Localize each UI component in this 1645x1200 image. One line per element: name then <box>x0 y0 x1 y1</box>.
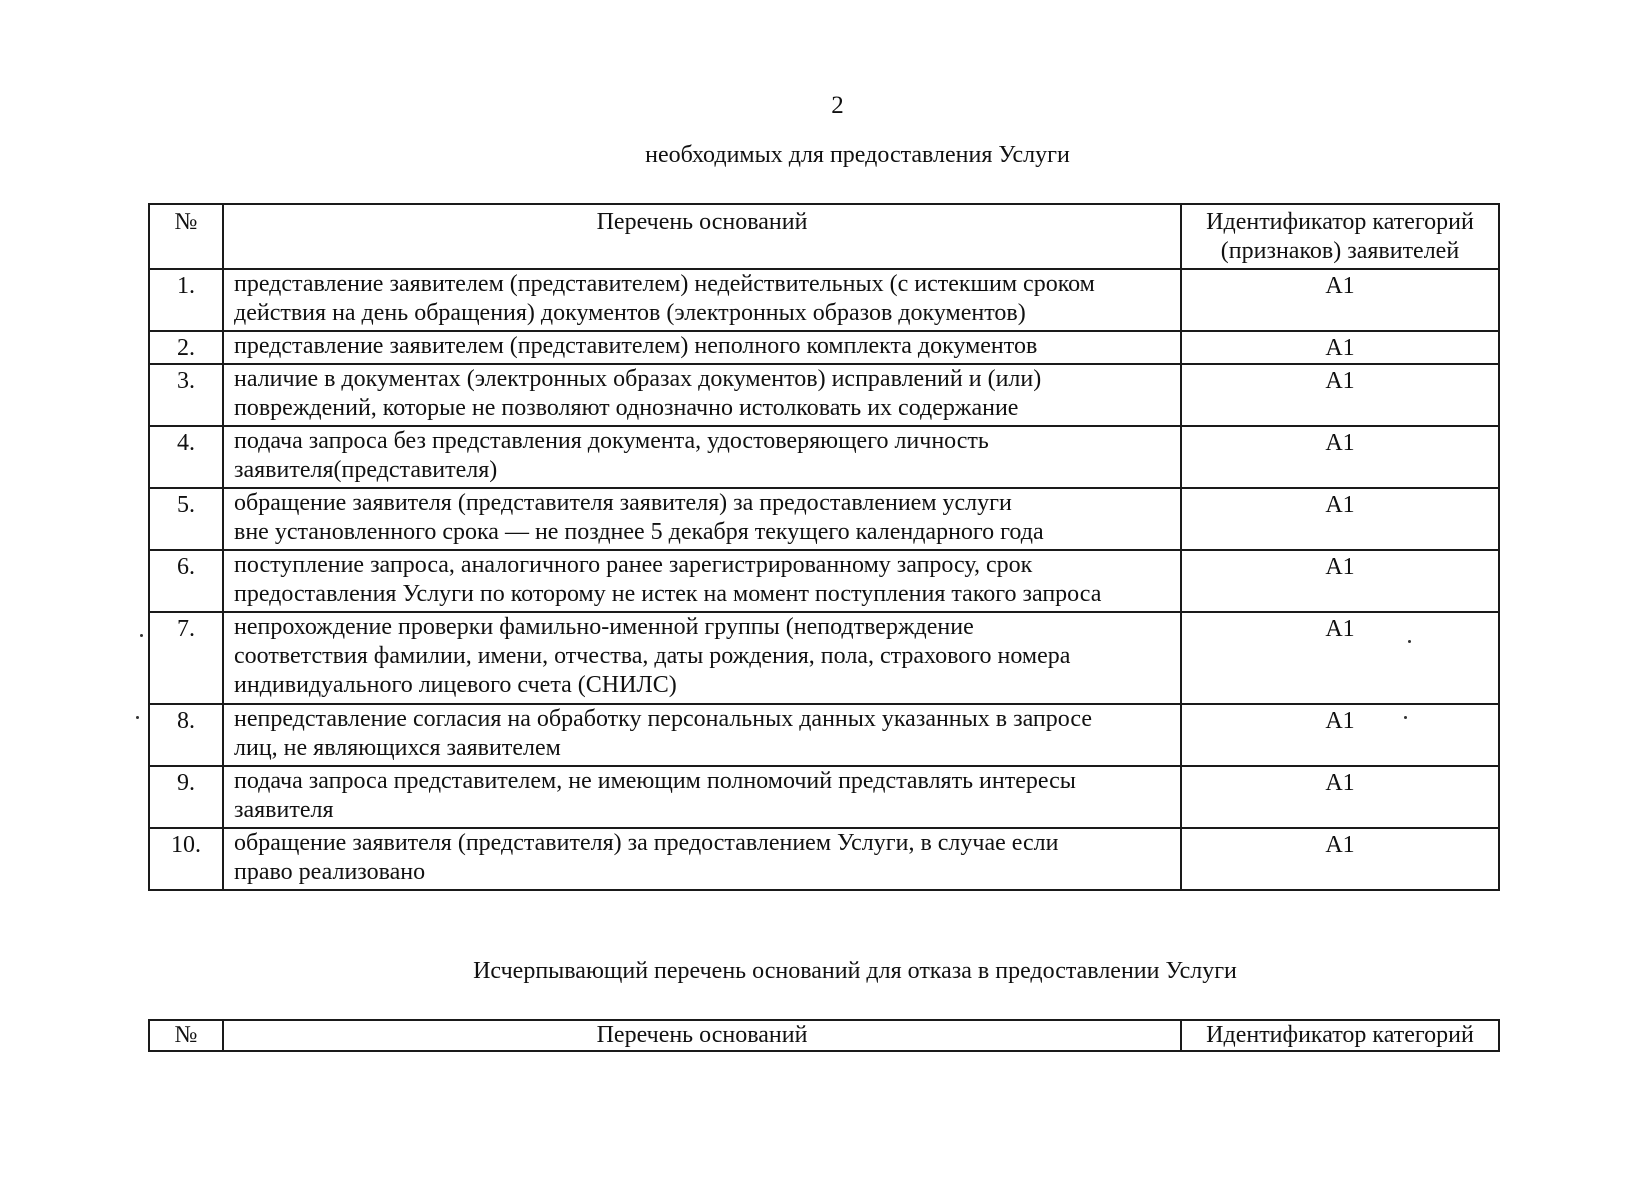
row-ground-text <box>223 550 1181 612</box>
row-ground-text <box>223 269 1181 331</box>
row-ground-line: предоставления Услуги по которому не истек на момент поступления такого запроса <box>234 581 1102 607</box>
page-number: 2 <box>831 92 844 119</box>
row-category-id: А1 <box>1181 828 1499 890</box>
row-ground-line: лиц, не являющихся заявителем <box>234 735 561 761</box>
scan-speck <box>136 716 139 719</box>
table-row <box>149 488 1499 550</box>
row-category-id: А1 <box>1181 704 1499 766</box>
table-row <box>149 612 1499 704</box>
row-number: 2. <box>149 331 223 364</box>
table-row <box>149 331 1499 364</box>
header-identifier: Идентификатор категорий <box>1181 1020 1499 1051</box>
table-row <box>149 550 1499 612</box>
row-ground-line: непредставление согласия на обработку персональных данных указанных в запросе <box>234 706 1092 732</box>
row-ground-line: заявителя(представителя) <box>234 457 498 483</box>
row-ground-line: представление заявителем (представителем) неполного комплекта документов <box>234 333 1038 359</box>
row-category-id: А1 <box>1181 766 1499 828</box>
row-ground-line: обращение заявителя (представителя заявителя) за предоставлением услуги <box>234 490 1012 516</box>
row-number: 8. <box>149 704 223 766</box>
header-identifier-line-1: Идентификатор категорий <box>1206 209 1474 235</box>
row-ground-line: заявителя <box>234 797 334 823</box>
grounds-table <box>148 203 1500 891</box>
scan-speck <box>1404 716 1407 719</box>
table-header-row <box>149 1020 1499 1051</box>
row-category-id: А1 <box>1181 426 1499 488</box>
page-caption: необходимых для предоставления Услуги <box>645 142 1070 168</box>
row-ground-text <box>223 828 1181 890</box>
row-category-id: А1 <box>1181 364 1499 426</box>
row-number: 10. <box>149 828 223 890</box>
refusal-table <box>148 1019 1500 1052</box>
row-ground-line: подача запроса без представления документа, удостоверяющего личность <box>234 428 989 454</box>
row-category-id: А1 <box>1181 550 1499 612</box>
header-identifier <box>1181 204 1499 269</box>
section-heading: Исчерпывающий перечень оснований для отказа в предоставлении Услуги <box>473 958 1237 984</box>
table-body <box>149 269 1499 890</box>
table-row <box>149 766 1499 828</box>
header-grounds-list: Перечень оснований <box>223 1020 1181 1051</box>
row-ground-line: поступление запроса, аналогичного ранее зарегистрированному запросу, срок <box>234 552 1033 578</box>
row-number: 1. <box>149 269 223 331</box>
row-ground-line: обращение заявителя (представителя) за предоставлением Услуги, в случае если <box>234 830 1059 856</box>
row-ground-line: подача запроса представителем, не имеющим полномочий представлять интересы <box>234 768 1076 794</box>
header-grounds-list: Перечень оснований <box>223 204 1181 269</box>
row-category-id: А1 <box>1181 331 1499 364</box>
row-ground-line: индивидуального лицевого счета (СНИЛС) <box>234 672 677 698</box>
row-number: 9. <box>149 766 223 828</box>
row-number: 7. <box>149 612 223 704</box>
row-ground-line: непрохождение проверки фамильно-именной группы (неподтверждение <box>234 614 974 640</box>
row-ground-line: право реализовано <box>234 859 426 885</box>
table-row <box>149 426 1499 488</box>
row-ground-text <box>223 331 1181 364</box>
table-row <box>149 364 1499 426</box>
row-category-id: А1 <box>1181 612 1499 704</box>
scan-speck <box>140 634 143 637</box>
row-ground-text <box>223 426 1181 488</box>
row-ground-line: представление заявителем (представителем) недействительных (с истекшим сроком <box>234 271 1095 297</box>
row-ground-line: действия на день обращения) документов (электронных образов документов) <box>234 300 1026 326</box>
row-ground-line: наличие в документах (электронных образах документов) исправлений и (или) <box>234 366 1042 392</box>
table-row <box>149 704 1499 766</box>
table-row <box>149 828 1499 890</box>
row-number: 3. <box>149 364 223 426</box>
row-ground-line: вне установленного срока — не позднее 5 декабря текущего календарного года <box>234 519 1044 545</box>
header-identifier-line-2: (признаков) заявителей <box>1220 238 1460 264</box>
row-ground-text <box>223 766 1181 828</box>
scan-speck <box>1408 640 1411 643</box>
row-ground-text <box>223 704 1181 766</box>
table-header-row <box>149 204 1499 269</box>
row-ground-text <box>223 488 1181 550</box>
header-number: № <box>149 204 223 269</box>
row-category-id: А1 <box>1181 269 1499 331</box>
row-ground-text <box>223 364 1181 426</box>
header-number: № <box>149 1020 223 1051</box>
row-ground-text <box>223 612 1181 704</box>
row-number: 5. <box>149 488 223 550</box>
row-category-id: А1 <box>1181 488 1499 550</box>
row-ground-line: повреждений, которые не позволяют однозначно истолковать их содержание <box>234 395 1019 421</box>
row-number: 6. <box>149 550 223 612</box>
row-ground-line: соответствия фамилии, имени, отчества, даты рождения, пола, страхового номера <box>234 643 1071 669</box>
row-number: 4. <box>149 426 223 488</box>
table-row <box>149 269 1499 331</box>
